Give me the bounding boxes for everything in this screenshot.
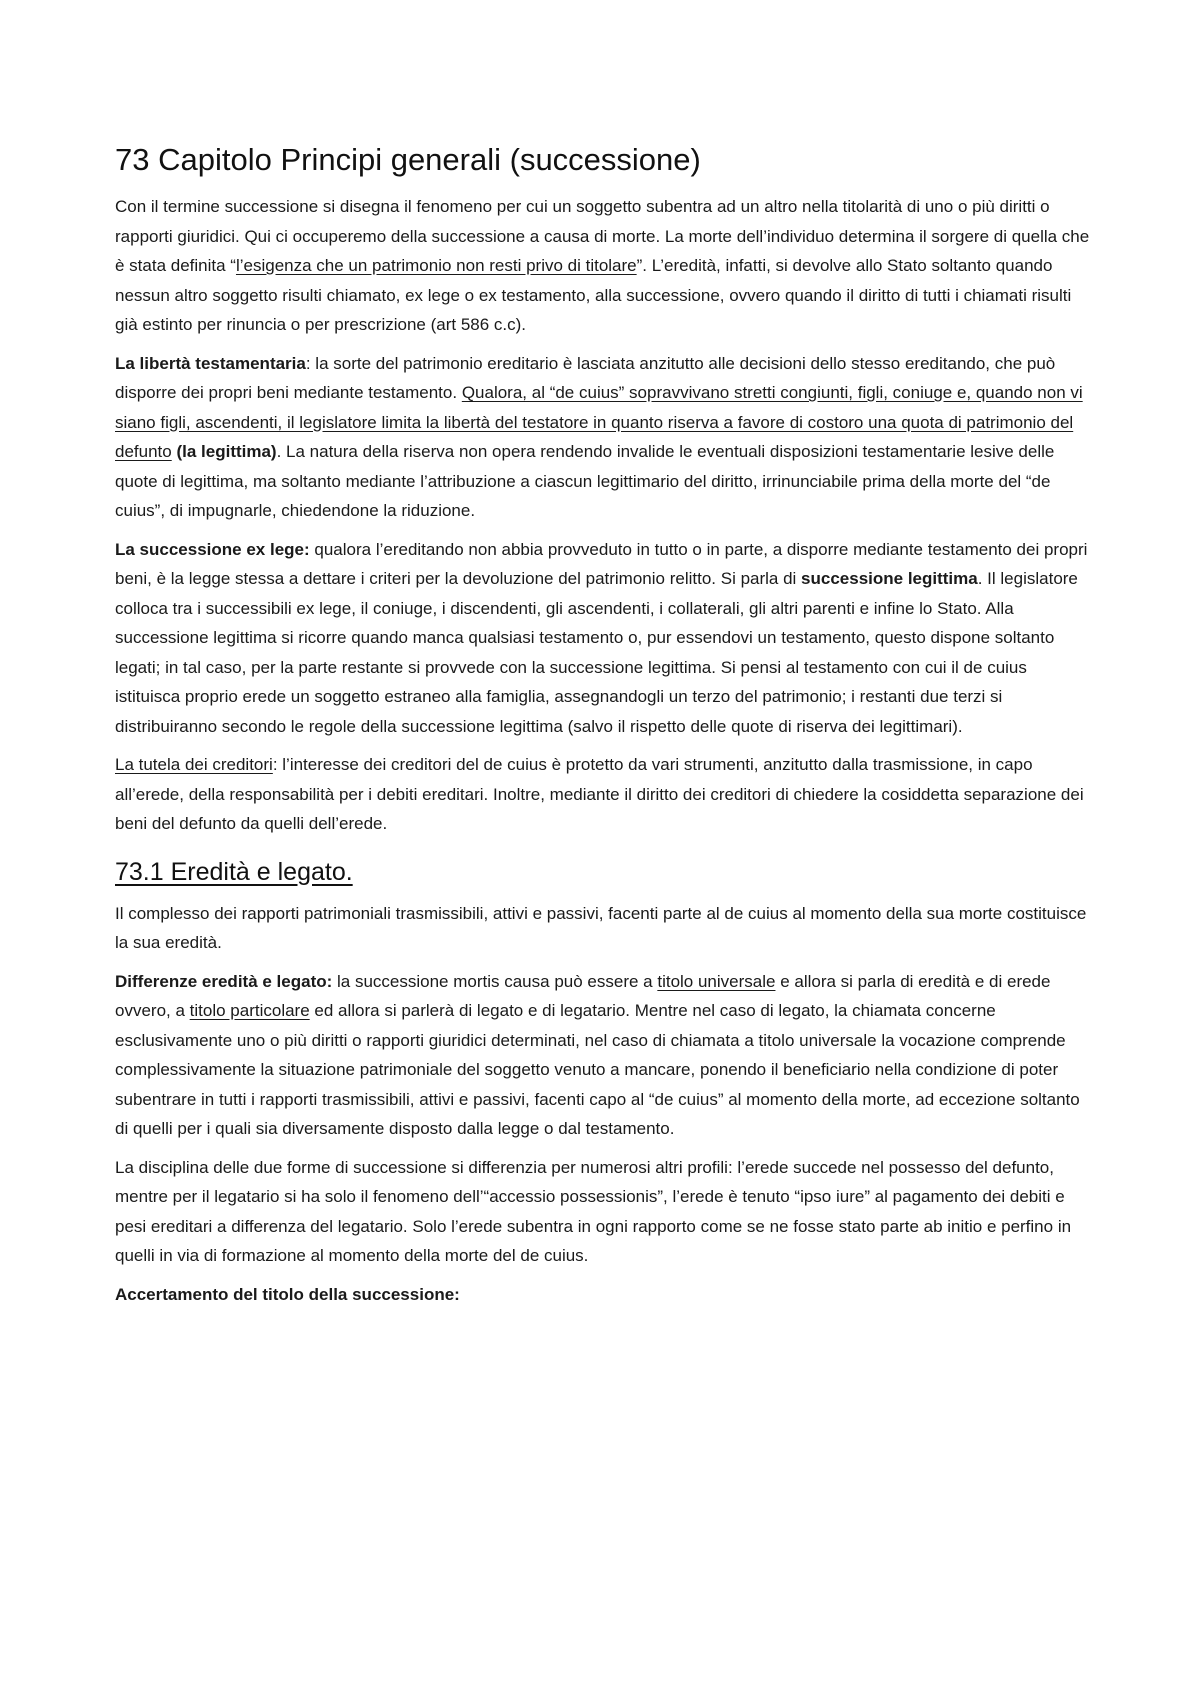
accertamento-heading: Accertamento del titolo della successione: [115, 1284, 460, 1304]
ex-lege-text: qualora l’ereditando non abbia provveduto in tutto o in parte, a disporre mediante testamento dei propri beni, è la legge stessa a dettare i criteri per la devoluzione del patrimonio relitto. Si parla di [115, 539, 1088, 588]
legittima-bold: (la legittima) [176, 442, 277, 461]
tutela-text: : l’interesse dei creditori del de cuius è protetto da vari strumenti, anzitutto dalla trasmissione, in capo all’erede, della responsabilità per i debiti ereditari. Inoltre, mediante il diritto dei creditori di chiedere la cosiddetta separazione dei beni del defunto da quelli dell’erede. [115, 755, 1084, 833]
intro-underlined-quote: l’esigenza che un patrimonio non resti privo di titolare [235, 256, 637, 275]
paragraph-disciplina: La disciplina delle due forme di successione si differenzia per numerosi altri profili: l’erede succede nel possesso del defunto, mentre per il legatario si ha solo il fenomeno dell’“accessio possessionis”, l’erede è tenuto “ipso iure” al pagamento dei debiti e pesi ereditari a differenza del legatario. Solo l’erede subentra in ogni rapporto come se ne fosse stato parte ab initio e perfino in quelli in via di formazione al momento della morte del de cuius. [115, 1157, 1072, 1265]
paragraph-liberta-testamentaria [115, 349, 1090, 526]
liberta-underlined: Qualora, al “de cuius” sopravvivano stretti congiunti, figli, coniuge e, quando non vi siano figli, ascendenti, il legislatore limita la libertà del testatore in quanto riserva a favore di costoro una quota di patrimonio del defunto [115, 383, 1083, 461]
titolo-particolare: titolo particolare [189, 1001, 310, 1020]
tutela-heading: La tutela dei creditori [115, 755, 273, 774]
paragraph-intro [115, 192, 1090, 340]
titolo-universale: titolo universale [657, 971, 776, 991]
paragraph-accertamento [115, 1280, 1090, 1310]
intro-text: Con il termine successione si disegna il fenomeno per cui un soggetto subentra ad un altro nella titolarità di uno o più diritti o rapporti giuridici. Qui ci occuperemo della successione a causa di morte. La morte dell’individuo determina il sorgere di quella che è stata definita “ [115, 197, 1090, 275]
liberta-text-cont: . La natura della riserva non opera rendendo invalide le eventuali disposizioni testamentarie lesive delle quote di legittima, ma soltanto mediante l’attribuzione a ciascun legittimario del diritto, irrinunciabile prima della morte del “de cuius”, di impugnarle, chiedendone la riduzione. [115, 442, 1055, 520]
liberta-text: : la sorte del patrimonio ereditario è lasciata anzitutto alle decisioni dello stesso ereditando, che può disporre dei propri beni mediante testamento. [115, 353, 1056, 402]
successione-legittima-bold: successione legittima [801, 569, 978, 588]
paragraph-successione-ex-lege [115, 535, 1090, 742]
intro-text-cont: ”. L’eredità, infatti, si devolve allo Stato soltanto quando nessun altro soggetto risulti chiamato, ex lege o ex testamento, alla successione, ovvero quando il diritto di tutti i chiamati risulti già estinto per rinuncia o per prescrizione (art 586 c.c). [115, 256, 1072, 334]
chapter-title: 73 Capitolo Principi generali (successione) [115, 142, 701, 177]
section-title: 73.1 Eredità e legato. [115, 857, 353, 886]
document-page [115, 140, 1090, 1318]
paragraph-tutela-creditori [115, 750, 1090, 839]
paragraph-complesso: Il complesso dei rapporti patrimoniali trasmissibili, attivi e passivi, facenti parte al de cuius al momento della sua morte costituisce la sua eredità. [115, 903, 1087, 952]
differenze-heading: Differenze eredità e legato: [115, 971, 333, 991]
paragraph-differenze: Differenze eredità e legato: la successione mortis causa può essere a titolo universale e allora si parla di eredità e di erede ovvero, a titolo particolare ed allora si parlerà di legato e di legatario. Mentre nel caso di legato, la chiamata concerne esclusivamente uno o più diritti o rapporti giuridici determinati, nel caso di chiamata a titolo universale la vocazione comprende complessivamente la situazione patrimoniale del soggetto venuto a mancare, ponendo il beneficiario nella condizione di poter subentrare in tutti i rapporti trasmissibili, attivi e passivi, facenti capo al “de cuius” al momento della morte, ad eccezione soltanto di quelli per i quali sia diversamente disposto dalla legge o dal testamento. [115, 971, 1080, 1138]
liberta-heading: La libertà testamentaria [115, 353, 306, 373]
ex-lege-heading: La successione ex lege: [115, 539, 310, 559]
ex-lege-text-cont: . Il legislatore colloca tra i successibili ex lege, il coniuge, i discendenti, gli ascendenti, i collaterali, gli altri parenti e infine lo Stato. Alla successione legittima si ricorre quando manca qualsiasi testamento o, pur essendovi un testamento, questo dispone soltanto legati; in tal caso, per la parte restante si provvede con la successione legittima. Si pensi al testamento con cui il de cuius istituisca proprio erede un soggetto estraneo alla famiglia, assegnandogli un terzo del patrimonio; i restanti due terzi si distribuiranno secondo le regole della successione legittima (salvo il rispetto delle quote di riserva dei legittimari). [115, 569, 1078, 736]
